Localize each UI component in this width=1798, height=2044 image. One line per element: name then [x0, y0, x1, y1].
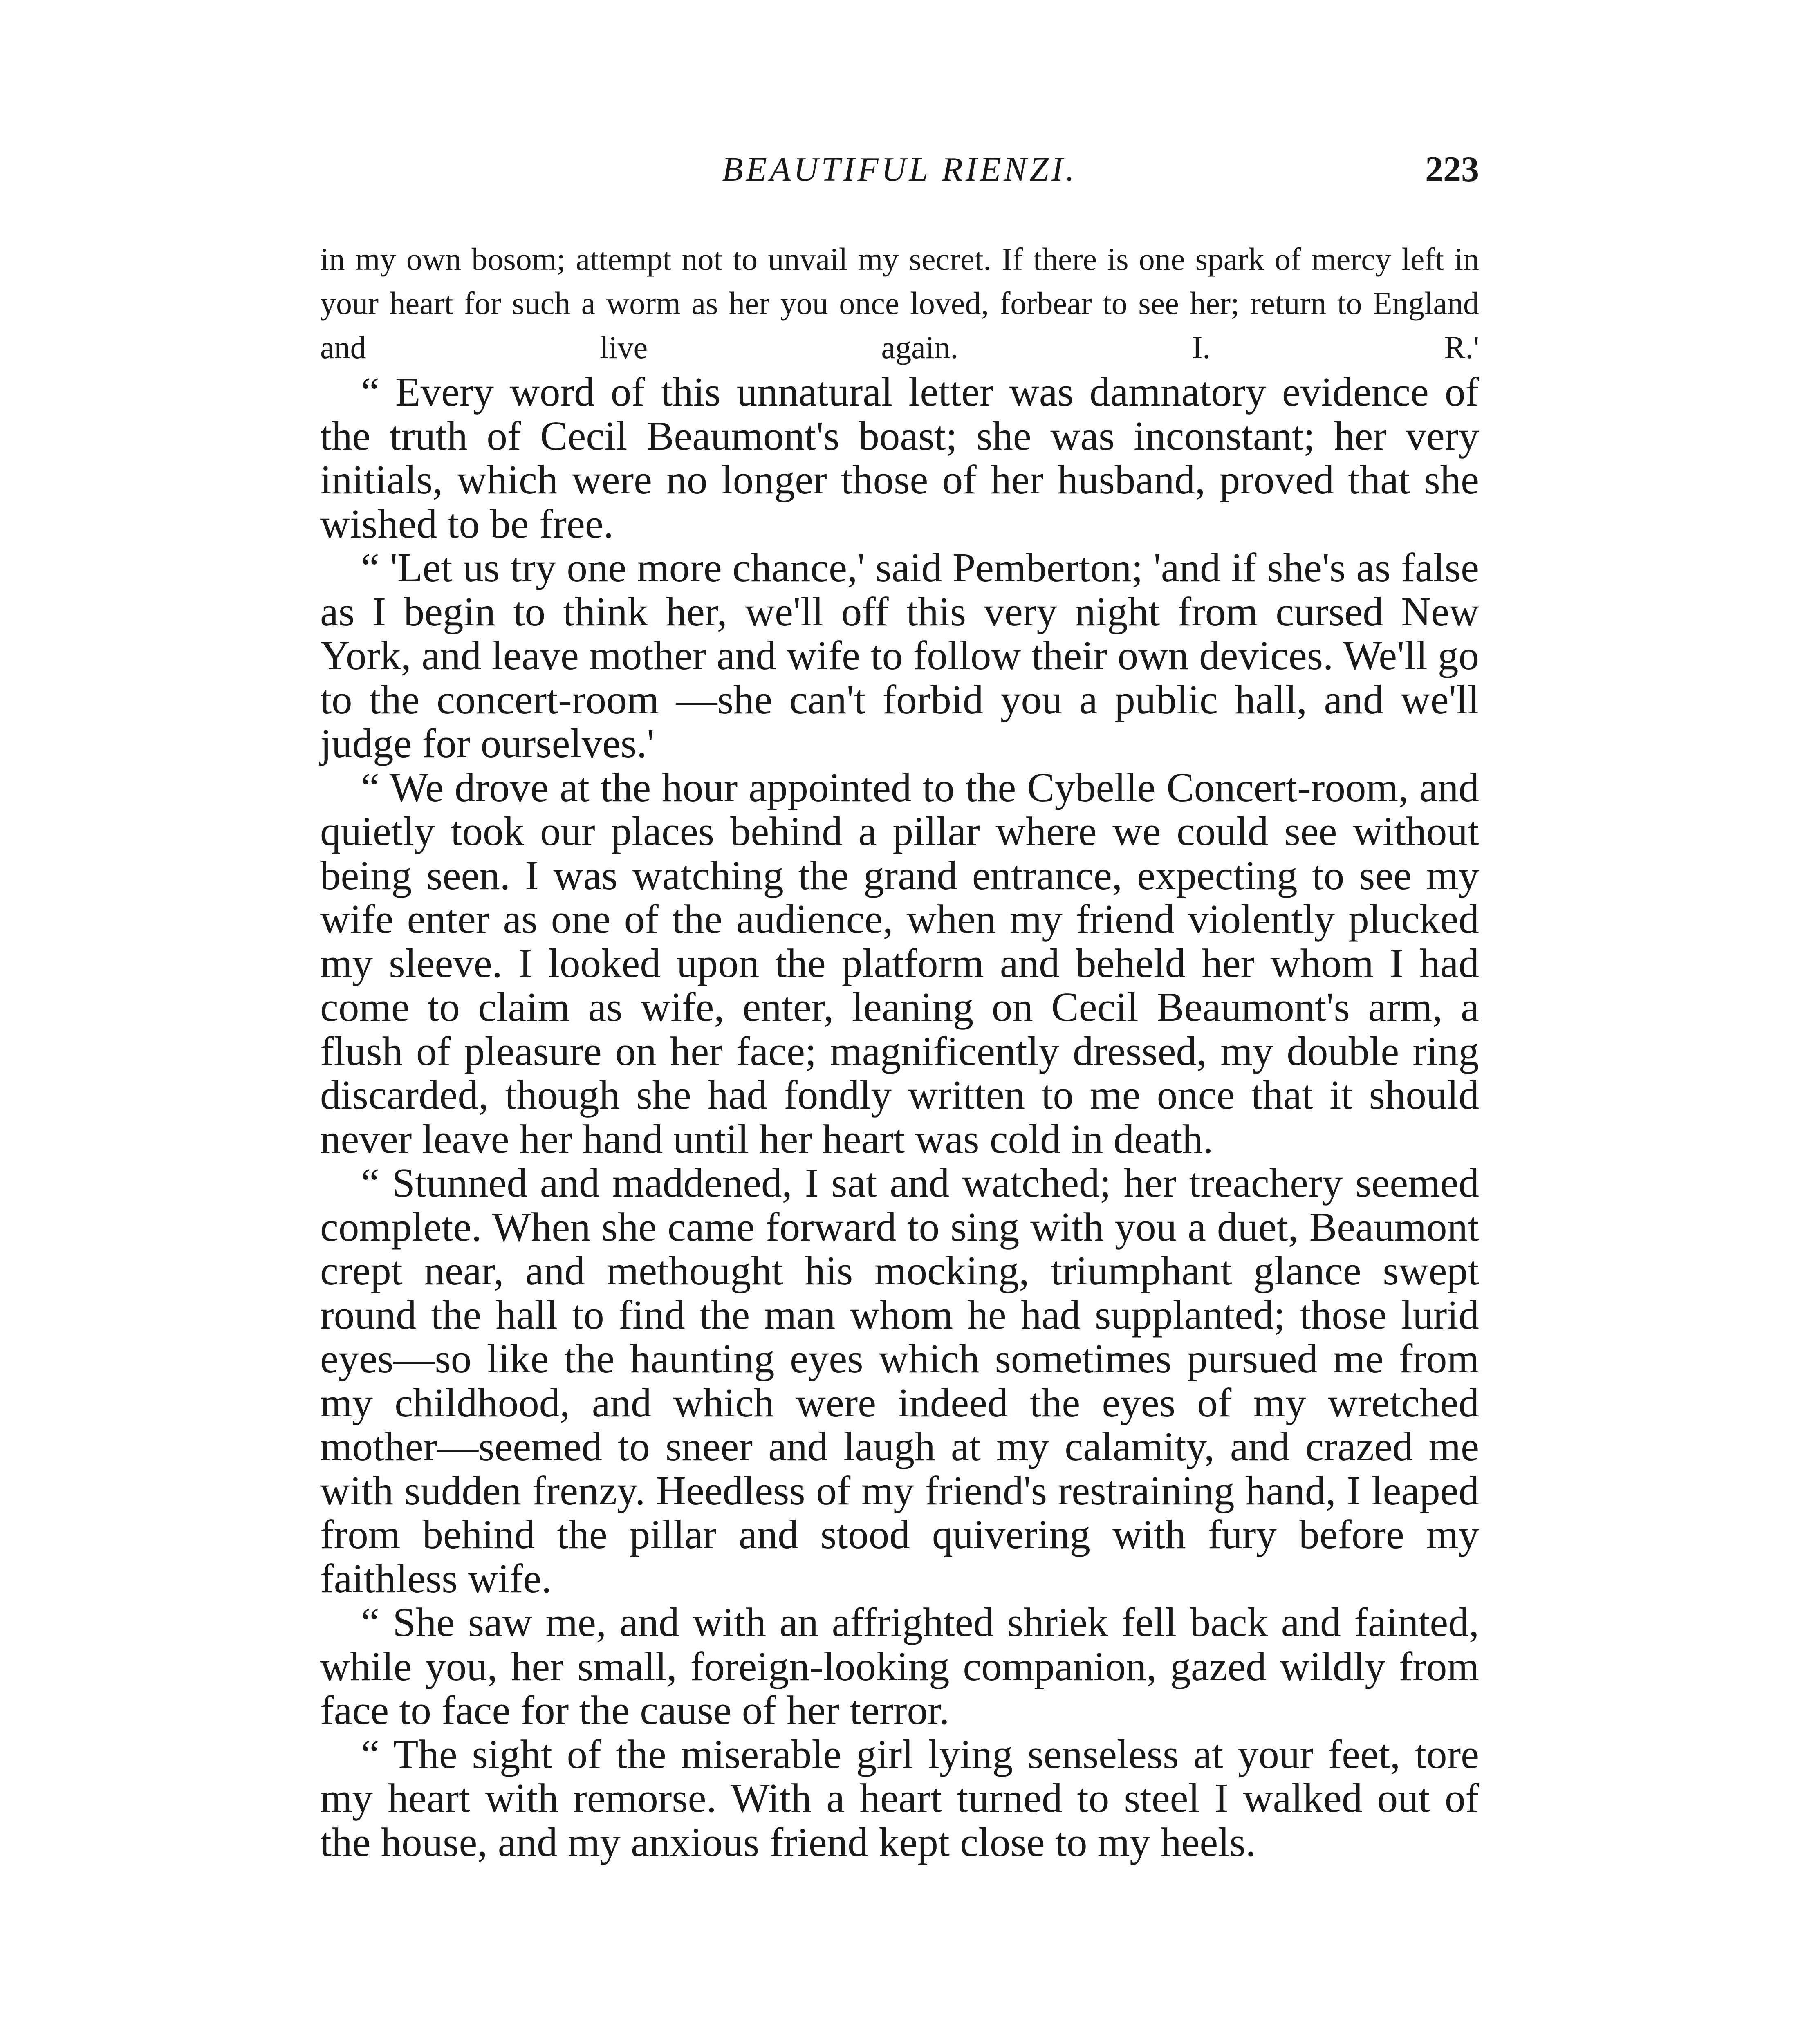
paragraph: “ She saw me, and with an affrighted shriek fell back and fainted, while you, her small, foreign-looking companion, gazed wildly from face to face for the cause of her terror.	[320, 1599, 1479, 1733]
paragraph: “ Every word of this unnatural letter was damnatory evidence of the truth of Cecil Beaumont's boast; she was inconstant; her very initials, which were no longer those of her husband, proved that she wished to be free.	[320, 369, 1479, 547]
running-title: BEAUTIFUL RIENZI.	[722, 150, 1077, 188]
paragraph: “ We drove at the hour appointed to the Cybelle Concert-room, and quietly took our places behind a pillar where we could see without being seen. I was watching the grand entrance, expecting to see my wife enter as one of the audience, when my friend violently plucked my sleeve. I looked upon the platform and beheld her whom I had come to claim as wife, enter, leaning on Cecil Beaumont's arm, a flush of pleasure on her face; magnificently dressed, my double ring discarded, though she had fondly written to me once that it should never leave her hand until her heart was cold in death.	[320, 764, 1479, 1162]
paragraph: “ Stunned and maddened, I sat and watched; her treachery seemed complete. When she came forward to sing with you a duet, Beaumont crept near, and methought his mocking, triumphant glance swept round the hall to find the man whom he had supplanted; those lurid eyes—so like the haunting eyes which sometimes pursued me from my childhood, and which were indeed the eyes of my wretched mother—seemed to sneer and laugh at my calamity, and crazed me with sudden frenzy. Heedless of my friend's restraining hand, I leaped from behind the pillar and stood quivering with fury before my faithless wife.	[320, 1160, 1479, 1601]
paragraph: “ The sight of the miserable girl lying senseless at your feet, tore my heart with remorse. With a heart turned to steel I walked out of the house, and my anxious friend kept close to my heels.	[320, 1731, 1479, 1865]
letter-excerpt: in my own bosom; attempt not to unvail my secret. If there is one spark of mercy left in your heart for such a worm as her you once loved, forbear to see her; return to England and live again. I. R.'	[320, 241, 1479, 365]
paragraph: “ 'Let us try one more chance,' said Pemberton; 'and if she's as false as I begin to think her, we'll off this very night from cursed New York, and leave mother and wife to follow their own devices. We'll go to the concert-room —she can't forbid you a public hall, and we'll judge for ourselves.'	[320, 545, 1479, 766]
page-header	[320, 149, 1479, 211]
page-number: 223	[1425, 150, 1479, 189]
body-text	[320, 370, 1479, 1864]
